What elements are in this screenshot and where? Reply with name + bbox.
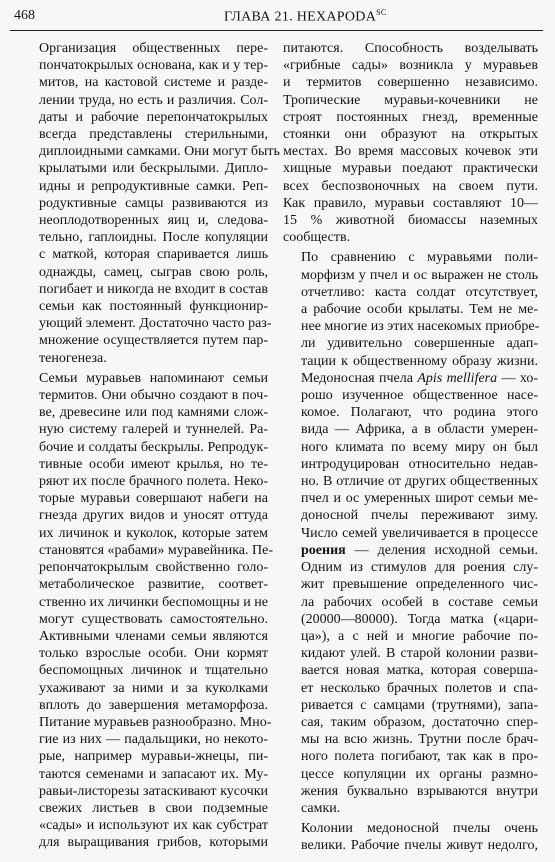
text-run: — хо- [497, 370, 538, 386]
text-line: самки. [301, 800, 341, 816]
text-line: однажды, самец, сыграв свою роль, [39, 264, 268, 280]
text-line: всех беспозвоночных на своем пути. [283, 178, 538, 194]
text-line: ли удивительно совершенные адап- [301, 336, 538, 352]
text-line: торые муравьи совершают набеги на [39, 491, 268, 507]
text-line: митов, на кастовой системе и разде- [39, 75, 268, 91]
text-line: ла рабочих особей в составе семьи [301, 594, 538, 610]
text-line: строят постоянных гнезд, временные [283, 109, 538, 125]
text-run: — деления исходной семьи. [345, 542, 538, 558]
text-line: диплоидными самками. Они могут быть [39, 144, 280, 160]
text-line: могут существовать самостоятельно. [39, 611, 268, 627]
paragraph-ants [21, 370, 274, 852]
right-column [283, 40, 538, 855]
text-line [283, 542, 538, 559]
text-line: стоянки они образуют на открытых [283, 127, 538, 143]
text-line: семьи как постоянный функционир- [39, 299, 268, 315]
paragraph-fungus-gardens [283, 40, 538, 246]
text-line: ующий элемент. Достаточно часто раз- [39, 316, 272, 332]
paragraph-castes [21, 40, 280, 367]
species-name-apis-mellifera: Apis mellifera [417, 370, 498, 386]
text-line: «грибные сады» возникла у муравьев [283, 58, 538, 74]
text-line: кидают улей. В старой колонии разви- [301, 646, 538, 662]
text-line: Как правило, муравьи составляют 10— [283, 195, 538, 211]
text-line: ряют их после брачного полета. Неко- [39, 474, 268, 490]
text-line: гнезда других видов и уносят оттуда [39, 508, 268, 524]
text-line: ного климата по всему миру он был [301, 439, 538, 455]
text-line: таются семенами и запасают их. Му- [39, 766, 268, 782]
text-line: равьи-листорезы затаскивают кусочки [39, 783, 268, 799]
text-line: сообществ. [283, 230, 351, 246]
text-line: комое. Полагают, что родина этого [301, 405, 538, 421]
paragraph-colonies [283, 820, 538, 854]
text-line: теногенеза. [39, 350, 107, 366]
text-line: доносной пчелы переживают зиму. [301, 508, 538, 524]
text-line: сая, таким образом, достаточно спер- [301, 714, 538, 730]
page-number: 468 [14, 8, 35, 23]
text-line: рошо изученное общественное насе- [301, 388, 538, 404]
text-line: лении труда, но есть и различия. Сол- [39, 92, 268, 108]
text-line: Семьи муравьев напоминают семьи [39, 370, 268, 386]
text-line: для выращивания грибов, которыми [39, 835, 268, 851]
left-column [21, 40, 280, 852]
text-line: метаболическое развитие, соответ- [39, 577, 268, 593]
text-line: нее многие из этих насекомых приобре- [301, 319, 540, 335]
text-line: неоплодотворенных яиц и, следова- [39, 213, 268, 229]
text-line: мы на всю жизнь. Трутни после брач- [301, 732, 538, 748]
text-line: ет несколько брачных полетов и спа- [301, 680, 538, 696]
text-line: хищные муравьи поедают практически [283, 161, 538, 177]
text-line: крылатыми или бескрылыми. Дипло- [39, 161, 268, 177]
text-line: родуктивные самцы развиваются из [39, 195, 268, 211]
text-line: вплоть до завершения метаморфоза. [39, 697, 268, 713]
text-line: свежих листьев в свои подземные [39, 800, 268, 816]
paragraph-bees [283, 249, 538, 817]
text-line: погибает и никогда не входит в состав [39, 281, 268, 297]
text-line: ственно их личинки беспомощны и не [39, 594, 268, 610]
text-line: местах. Во время массовых кочевок эти [283, 144, 538, 160]
text-line: и термитов совершенно независимо. [283, 75, 538, 91]
text-line: с маткой, которая спаривается лишь [39, 247, 268, 263]
text-line: жения буквально взрываются внутри [301, 783, 538, 799]
chapter-title-text: ГЛАВА 21. HEXAPODA [224, 9, 377, 25]
text-line: ную систему галерей и туннелей. Ра- [39, 422, 268, 438]
text-line: вида — Африка, а в области умерен- [301, 422, 538, 438]
text-line: 15 % животной биомассы наземных [283, 213, 538, 229]
text-line: их личинок и куколок, которые затем [39, 525, 268, 541]
text-line: Одним из стимулов для роения слу- [301, 560, 538, 576]
text-line: Активными членами семьи являются [39, 628, 268, 644]
text-line: морфизм у пчел и ос выражен не столь [301, 267, 538, 283]
text-line: бочие и солдаты бескрылы. Репродук- [39, 439, 268, 455]
text-line: идны и репродуктивные самки. Реп- [39, 178, 268, 194]
text-line: велики. Рабочие пчелы живут недолго, [301, 838, 538, 854]
text-line: термитов. Они обычно создают в поч- [39, 388, 268, 404]
text-line: пончатокрылых основана, как и у тер- [39, 58, 268, 74]
running-header [10, 8, 543, 28]
text-line: жит превышение определенного чис- [301, 577, 538, 593]
text-line: даты и рабочие перепончатокрылых [39, 109, 268, 125]
text-line: ривается с самцами (трутнями), запа- [301, 697, 538, 713]
header-rule [10, 30, 543, 31]
text-line: Тропические муравьи-кочевники не [283, 92, 538, 108]
text-line: ного полета погибают, так как в про- [301, 749, 538, 765]
text-line: Организация общественных пере- [39, 41, 268, 56]
text-line: тации к общественному образу жизни. [301, 353, 538, 369]
text-line: становятся «рабами» муравейника. Пе- [39, 542, 274, 558]
text-line: ухаживают за ними и за куколками [39, 680, 268, 696]
text-line: Колонии медоносной пчелы очень [301, 821, 538, 837]
text-line: беспомощных личинок и тщательно [39, 663, 268, 679]
text-line: всегда представлены стерильными, [39, 127, 268, 143]
chapter-title [224, 8, 387, 26]
text-line: репончатокрылым свойственно голо- [39, 560, 268, 576]
text-line: пчел и ос умеренных широт семьи ме- [301, 491, 538, 507]
text-line [283, 370, 538, 387]
text-line: цессе копуляции их органы размно- [301, 766, 538, 782]
text-line: По сравнению с муравьями поли- [301, 250, 538, 266]
text-line: только взрослые особи. Они кормят [39, 646, 268, 662]
text-line: но. В отличие от других общественных [301, 474, 538, 490]
text-line: ве, древесине или под камнями слож- [39, 405, 268, 421]
text-line: тельно, гаплоидны. После копуляции [39, 230, 268, 246]
text-line: Питание муравьев разнообразно. Мно- [39, 714, 272, 730]
text-line: рые, например муравьи-жнецы, пи- [39, 749, 268, 765]
text-line: Число семей увеличивается в процессе [301, 525, 538, 541]
text-line: интродуцирован относительно недав- [301, 456, 538, 472]
text-line: «сады» и используют их как субстрат [39, 818, 268, 834]
text-line: питаются. Способность возделывать [283, 41, 538, 56]
text-line: ца»), а с ней и многие рабочие по- [301, 628, 538, 644]
text-line: а рабочие особи крылаты. Тем не ме- [301, 302, 538, 318]
text-line: вается новая матка, которая соверша- [301, 663, 538, 679]
term-swarming: роения [301, 542, 346, 558]
chapter-title-superscript: SC [376, 8, 387, 17]
text-run: Медоносная пчела [301, 370, 418, 386]
text-line: множение осуществляется путем пар- [39, 333, 268, 349]
text-line: тивные особи имеют крылья, но те- [39, 456, 268, 472]
text-line: гие из них — падальщики, но некото- [39, 732, 268, 748]
text-line: (20000—80000). Тогда матка («цари- [301, 611, 538, 627]
text-line: отчетливо: каста солдат отсутствует, [301, 284, 538, 300]
